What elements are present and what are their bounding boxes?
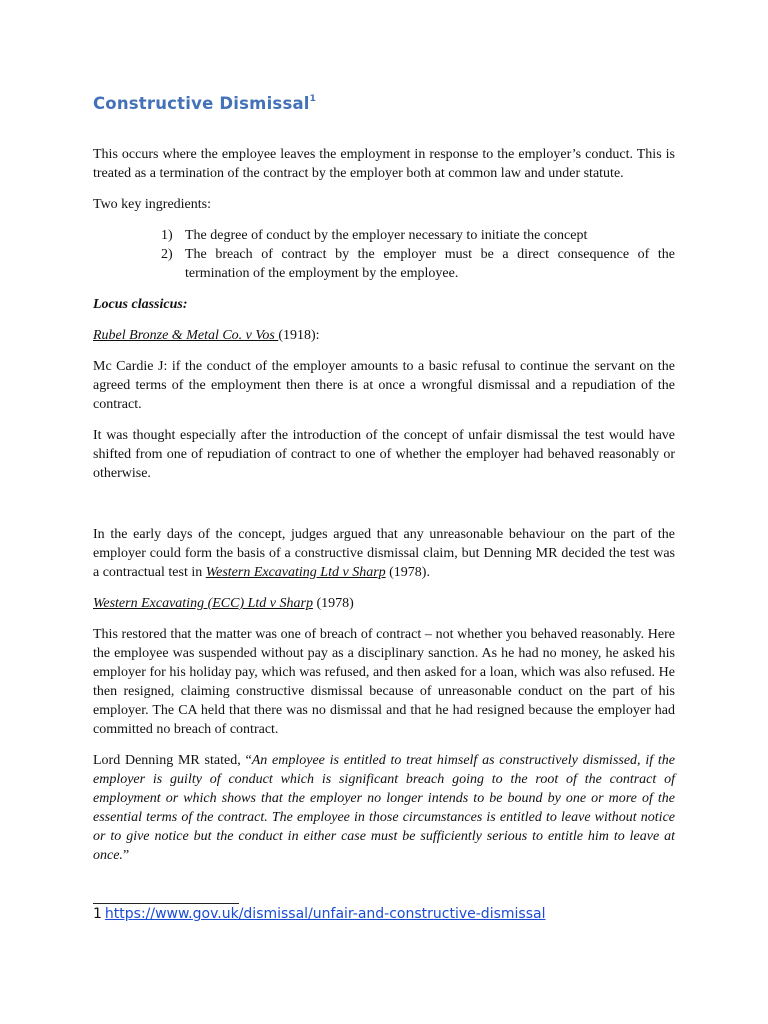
footnote-number: 1	[93, 906, 102, 922]
page-title	[93, 94, 675, 113]
case-name: Rubel Bronze & Metal Co. v Vos	[93, 328, 279, 343]
case-year: (1978)	[312, 596, 354, 611]
list-item	[93, 226, 675, 245]
ingredients-label: Two key ingredients:	[93, 197, 211, 212]
restored-paragraph: This restored that the matter was one of breach of contract – not whether you behaved reasonably. Here the employee was suspended without pay as a disciplinary sanction. As he had no money, he asked his employer for his holiday pay, which was refused, and then asked for a loan, which was also refused. He then resigned, claiming constructive dismissal because of unreasonable conduct on the part of his employer. The CA held that there was no dismissal and that he had resigned because the employer had committed no breach of contract.	[93, 627, 675, 737]
footnote	[93, 906, 545, 922]
footnote-separator	[93, 903, 239, 904]
mccardie-paragraph: Mc Cardie J: if the conduct of the employer amounts to a basic refusal to continue the servant on the agreed terms of the employment then there is at once a wrongful dismissal and a repudiation of the contract.	[93, 359, 675, 412]
locus-classicus-label: Locus classicus:	[93, 297, 188, 312]
intro-paragraph: This occurs where the employee leaves the employment in response to the employer’s conduct. This is treated as a termination of the contract by the employer both at common law and under statute.	[93, 147, 675, 181]
denning-paragraph	[93, 751, 675, 865]
list-item	[93, 245, 675, 283]
footnote-ref[interactable]: 1	[309, 93, 317, 104]
list-number: 1)	[161, 228, 173, 243]
early-days-paragraph	[93, 525, 675, 582]
quote-close: ”	[122, 848, 130, 863]
title-text: Constructive Dismissal	[93, 94, 310, 113]
case-citation-rubel	[93, 326, 675, 345]
spacer	[93, 495, 675, 525]
thought-paragraph: It was thought especially after the introduction of the concept of unfair dismissal the test would have shifted from one of repudiation of contract to one of whether the employer had behaved reasonably or otherwise.	[93, 428, 675, 481]
case-name: Western Excavating (ECC) Ltd v Sharp	[93, 596, 313, 611]
paragraph-text: In the early days of the concept, judges argued that any unreasonable behaviour on the part of the employer could form the basis of a constructive dismissal claim, but Denning MR decided the test was a contractual test in	[93, 527, 675, 580]
ingredients-list	[93, 226, 675, 283]
footnote-link[interactable]: https://www.gov.uk/dismissal/unfair-and-constructive-dismissal	[104, 906, 546, 922]
case-name: Western Excavating Ltd v Sharp	[205, 565, 386, 580]
case-year: (1978).	[385, 565, 430, 580]
case-citation-western	[93, 594, 675, 613]
case-year: (1918):	[278, 328, 320, 343]
denning-quote: An employee is entitled to treat himself as constructively dismissed, if the employer is guilty of conduct which is significant breach going to the root of the contract of employment or which shows that the employer no longer intends to be bound by one or more of the essential terms of the contract. The employee in those circumstances is entitled to leave without notice or to give notice but the conduct in either case must be sufficiently serious to entitle him to leave at once.	[93, 753, 675, 863]
list-item-text: The degree of conduct by the employer necessary to initiate the concept	[185, 228, 588, 243]
document-body	[93, 94, 675, 877]
list-item-text: The breach of contract by the employer must be a direct consequence of the termination of the employment by the employee.	[185, 247, 675, 281]
list-number: 2)	[161, 247, 173, 262]
quote-lead: Lord Denning MR stated, “	[93, 753, 252, 768]
